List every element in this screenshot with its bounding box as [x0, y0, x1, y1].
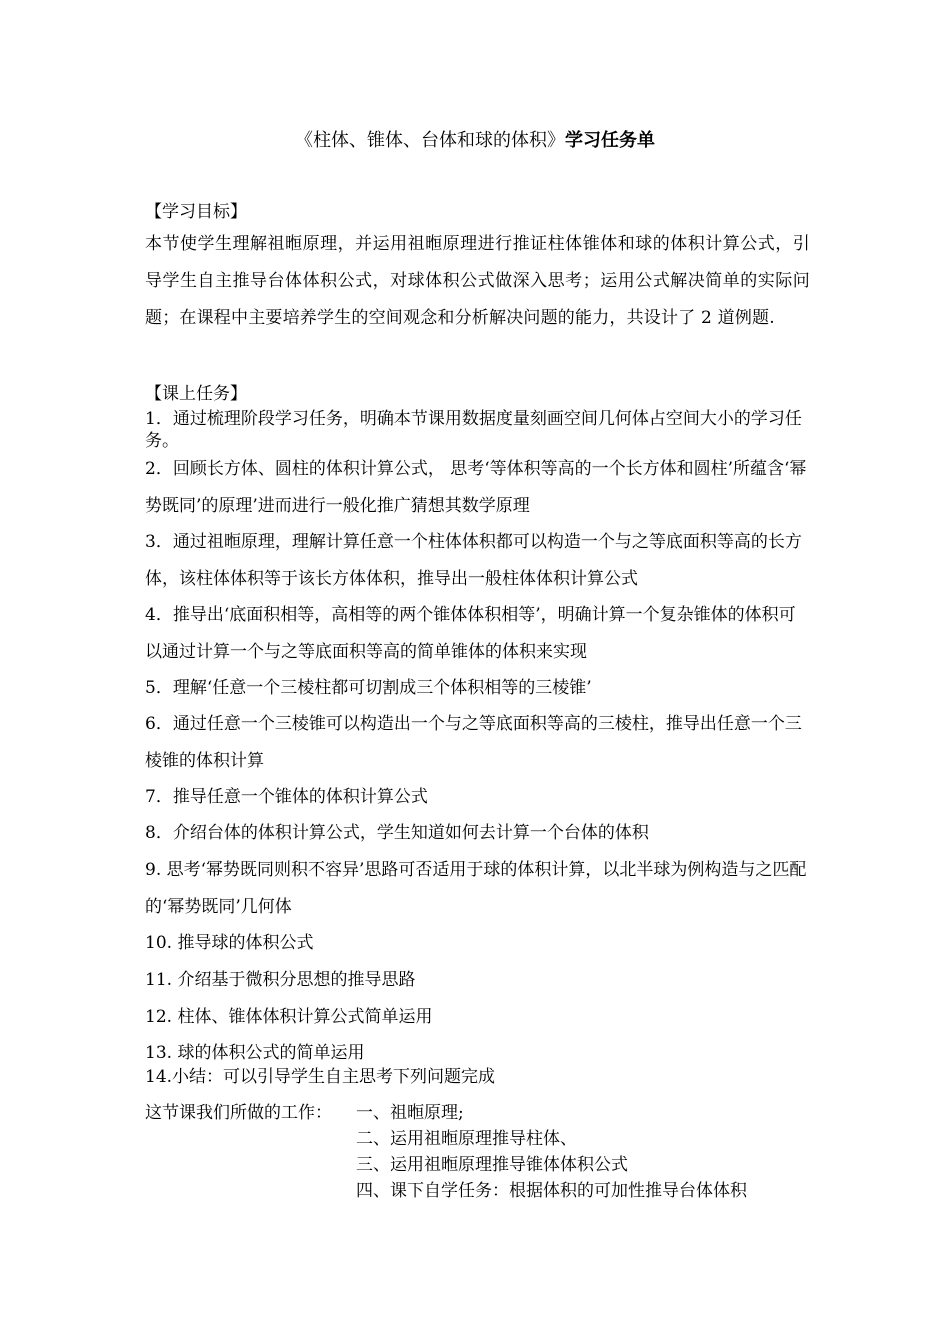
task-item-4: 4．推导出‘底面积相等，高相等的两个锥体体积相等’，明确计算一个复杂锥体的体积可以通过计算一个与之等底面积等高的简单锥体的体积来实现	[145, 605, 796, 662]
task-item-13: 13. 球的体积公式的简单运用	[145, 1043, 365, 1063]
summary-point-4: 四、课下自学任务：根据体积的可加性推导台体体积	[356, 1181, 747, 1201]
summary-point-2: 二、运用祖暅原理推导柱体、	[356, 1129, 577, 1149]
task-item-3: 3．通过祖暅原理，理解计算任意一个柱体体积都可以构造一个与之等底面积等高的长方体，该柱体体积等于该长方体体积，推导出一般柱体体积计算公式	[145, 532, 802, 589]
task-item-6: 6．通过任意一个三棱锥可以构造出一个与之等底面积等高的三棱柱，推导出任意一个三棱锥的体积计算	[145, 714, 802, 771]
goals-heading: 【学习目标】	[145, 202, 247, 222]
task-item-1: 1．通过梳理阶段学习任务，明确本节课用数据度量刻画空间几何体占空间大小的学习任务。	[145, 409, 802, 451]
summary-point-1: 一、祖暅原理;	[356, 1103, 464, 1123]
task-item-9: 9. 思考‘幂势既同则积不容异’思路可否适用于球的体积计算，以北半球为例构造与之匹配的‘幂势既同’几何体	[145, 860, 807, 917]
tasks-heading: 【课上任务】	[145, 384, 247, 404]
task-item-11: 11. 介绍基于微积分思想的推导思路	[145, 970, 416, 990]
task-item-7: 7．推导任意一个锥体的体积计算公式	[145, 787, 428, 807]
task-item-12: 12. 柱体、锥体体积计算公式简单运用	[145, 1007, 433, 1027]
summary-point-3: 三、运用祖暅原理推导锥体体积公式	[356, 1155, 628, 1175]
task-item-2: 2．回顾长方体、圆柱的体积计算公式， 思考‘等体积等高的一个长方体和圆柱’所蕴含‘幂势既同’的原理’进而进行一般化推广猜想其数学原理	[145, 459, 807, 516]
title-suffix: 学习任务单	[565, 130, 655, 151]
task-item-14: 14.小结：可以引导学生自主思考下列问题完成	[145, 1067, 496, 1087]
task-item-8: 8．介绍台体的体积计算公式，学生知道如何去计算一个台体的体积	[145, 823, 649, 843]
title-main: 《柱体、锥体、台体和球的体积》	[295, 130, 565, 151]
task-item-5: 5．理解‘任意一个三棱柱都可切割成三个体积相等的三棱锥’	[145, 678, 592, 698]
goals-paragraph: 本节使学生理解祖暅原理，并运用祖暅原理进行推证柱体锥体和球的体积计算公式，引导学生自主推导台体体积公式，对球体积公式做深入思考；运用公式解决简单的实际问题；在课程中主要培养学生的空间观念和分析解决问题的能力，共设计了 2 道例题.	[145, 234, 810, 328]
document-title	[0, 126, 950, 152]
task-item-10: 10. 推导球的体积公式	[145, 933, 314, 953]
summary-lead: 这节课我们所做的工作：	[145, 1103, 332, 1123]
